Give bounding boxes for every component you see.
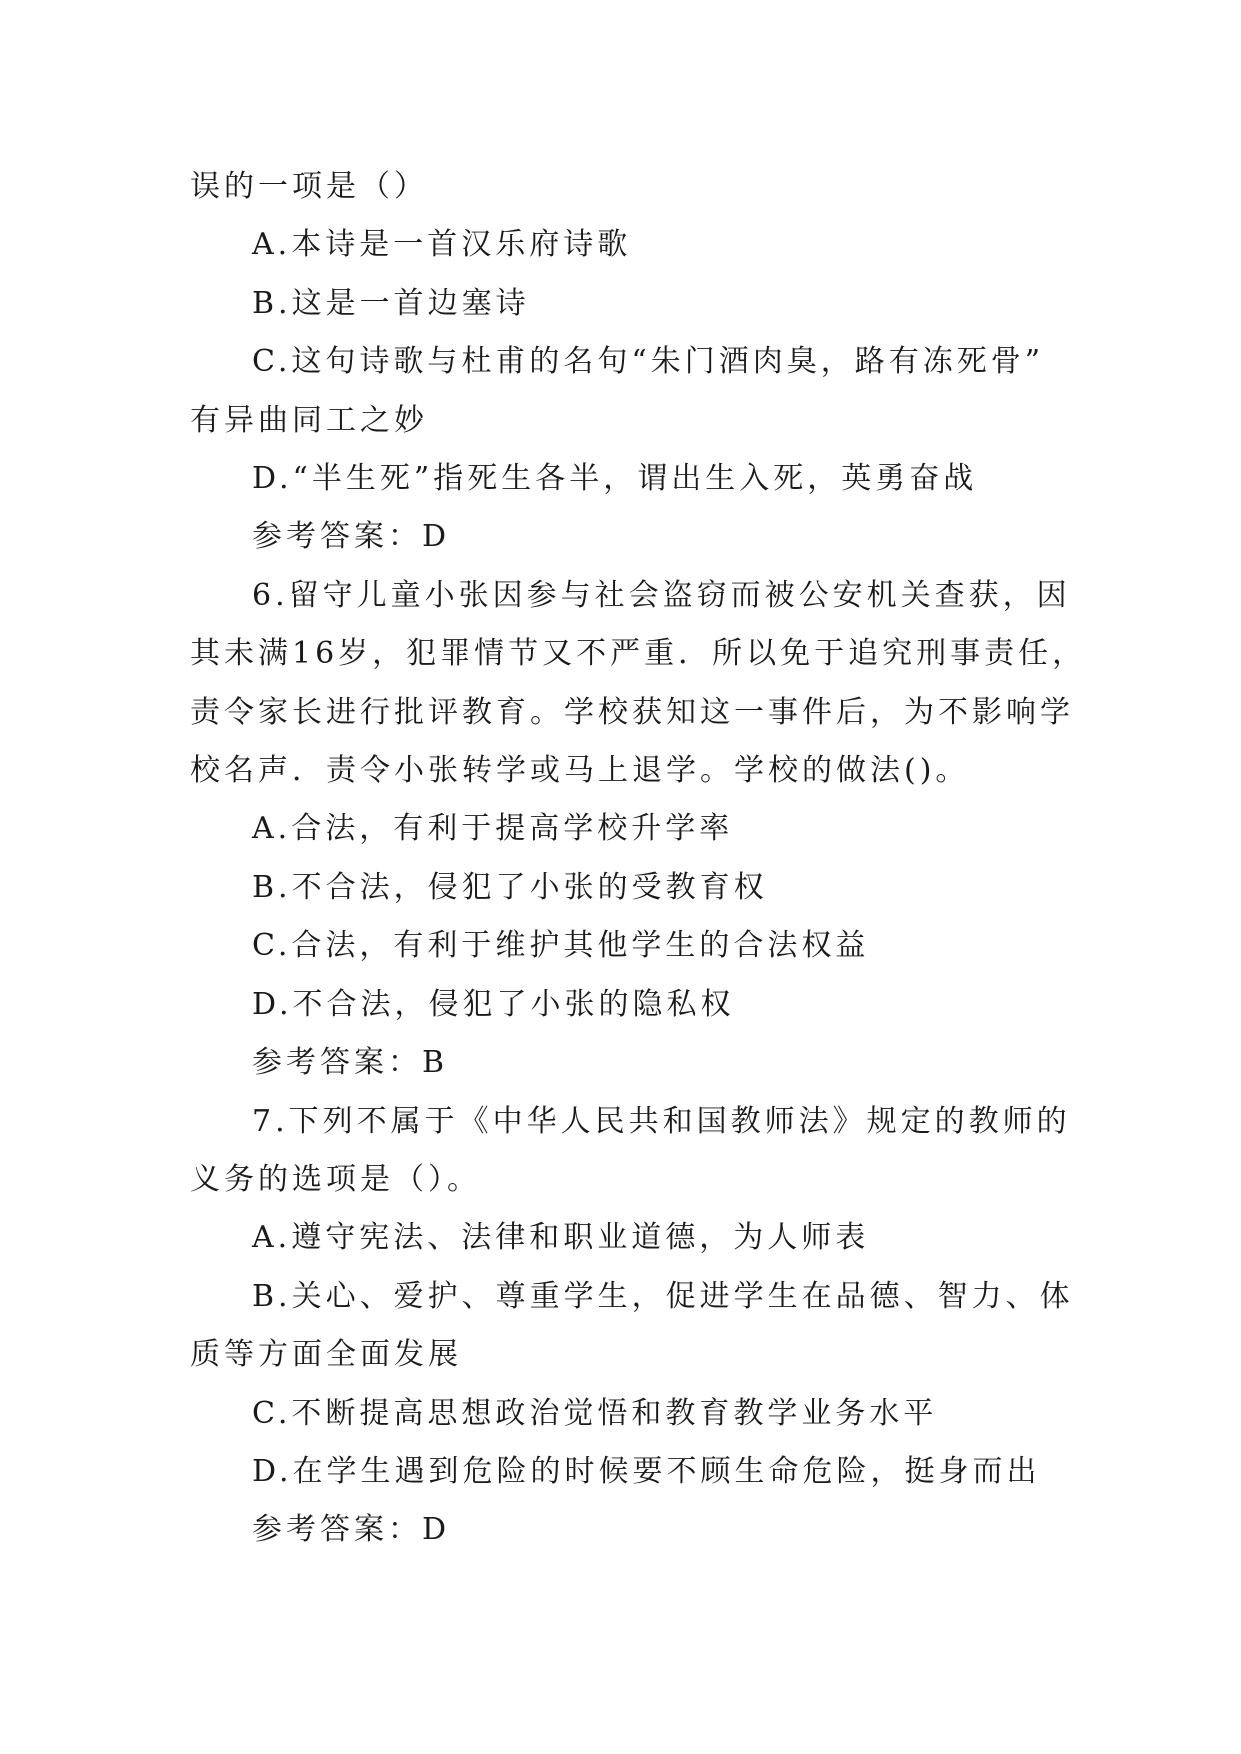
question-stem-line: 责令家长进行批评教育。学校获知这一事件后，为不影响学 <box>190 694 1074 730</box>
document-page <box>190 158 1087 1560</box>
option-d: D.不合法，侵犯了小张的隐私权 <box>252 986 735 1022</box>
option-a: A.合法，有利于提高学校升学率 <box>252 811 734 847</box>
option-c: C.合法，有利于维护其他学生的合法权益 <box>252 928 870 964</box>
question-stem-line: 义务的选项是（）。 <box>190 1161 481 1197</box>
option-a: A.本诗是一首汉乐府诗歌 <box>252 227 632 263</box>
question-stem-line: 校名声．责令小张转学或马上退学。学校的做法()。 <box>190 753 970 789</box>
option-b: B.关心、爱护、尊重学生，促进学生在品德、智力、体 <box>252 1278 1074 1314</box>
question-stem-line: 7.下列不属于《中华人民共和国教师法》规定的教师的 <box>252 1103 1071 1139</box>
option-c: C.不断提高思想政治觉悟和教育教学业务水平 <box>252 1395 938 1431</box>
option-d: D.在学生遇到危险的时候要不顾生命危险，挺身而出 <box>252 1453 1041 1489</box>
option-c-continuation: 有异曲同工之妙 <box>190 402 428 438</box>
question-stem-line: 误的一项是（） <box>190 169 428 204</box>
question-stem-line: 6.留守儿童小张因参与社会盗窃而被公安机关查获，因 <box>252 577 1071 613</box>
question-5 <box>190 158 1060 567</box>
option-d: D.“半生死”指死生各半，谓出生入死，英勇奋战 <box>252 461 978 497</box>
option-b: B.这是一首边塞诗 <box>252 285 530 321</box>
answer-line: 参考答案：D <box>252 1512 451 1548</box>
question-6 <box>190 567 1087 1093</box>
option-b-continuation: 质等方面全面发展 <box>190 1337 462 1373</box>
answer-line: 参考答案：D <box>252 519 451 555</box>
option-b: B.不合法，侵犯了小张的受教育权 <box>252 869 768 905</box>
answer-line: 参考答案：B <box>252 1045 449 1081</box>
question-7 <box>190 1093 1074 1560</box>
option-c: C.这句诗歌与杜甫的名句“朱门酒肉臭，路有冻死骨” <box>252 344 1045 380</box>
option-a: A.遵守宪法、法律和职业道德，为人师表 <box>252 1220 870 1256</box>
question-stem-line: 其未满16岁，犯罪情节又不严重．所以免于追究刑事责任， <box>190 636 1087 672</box>
